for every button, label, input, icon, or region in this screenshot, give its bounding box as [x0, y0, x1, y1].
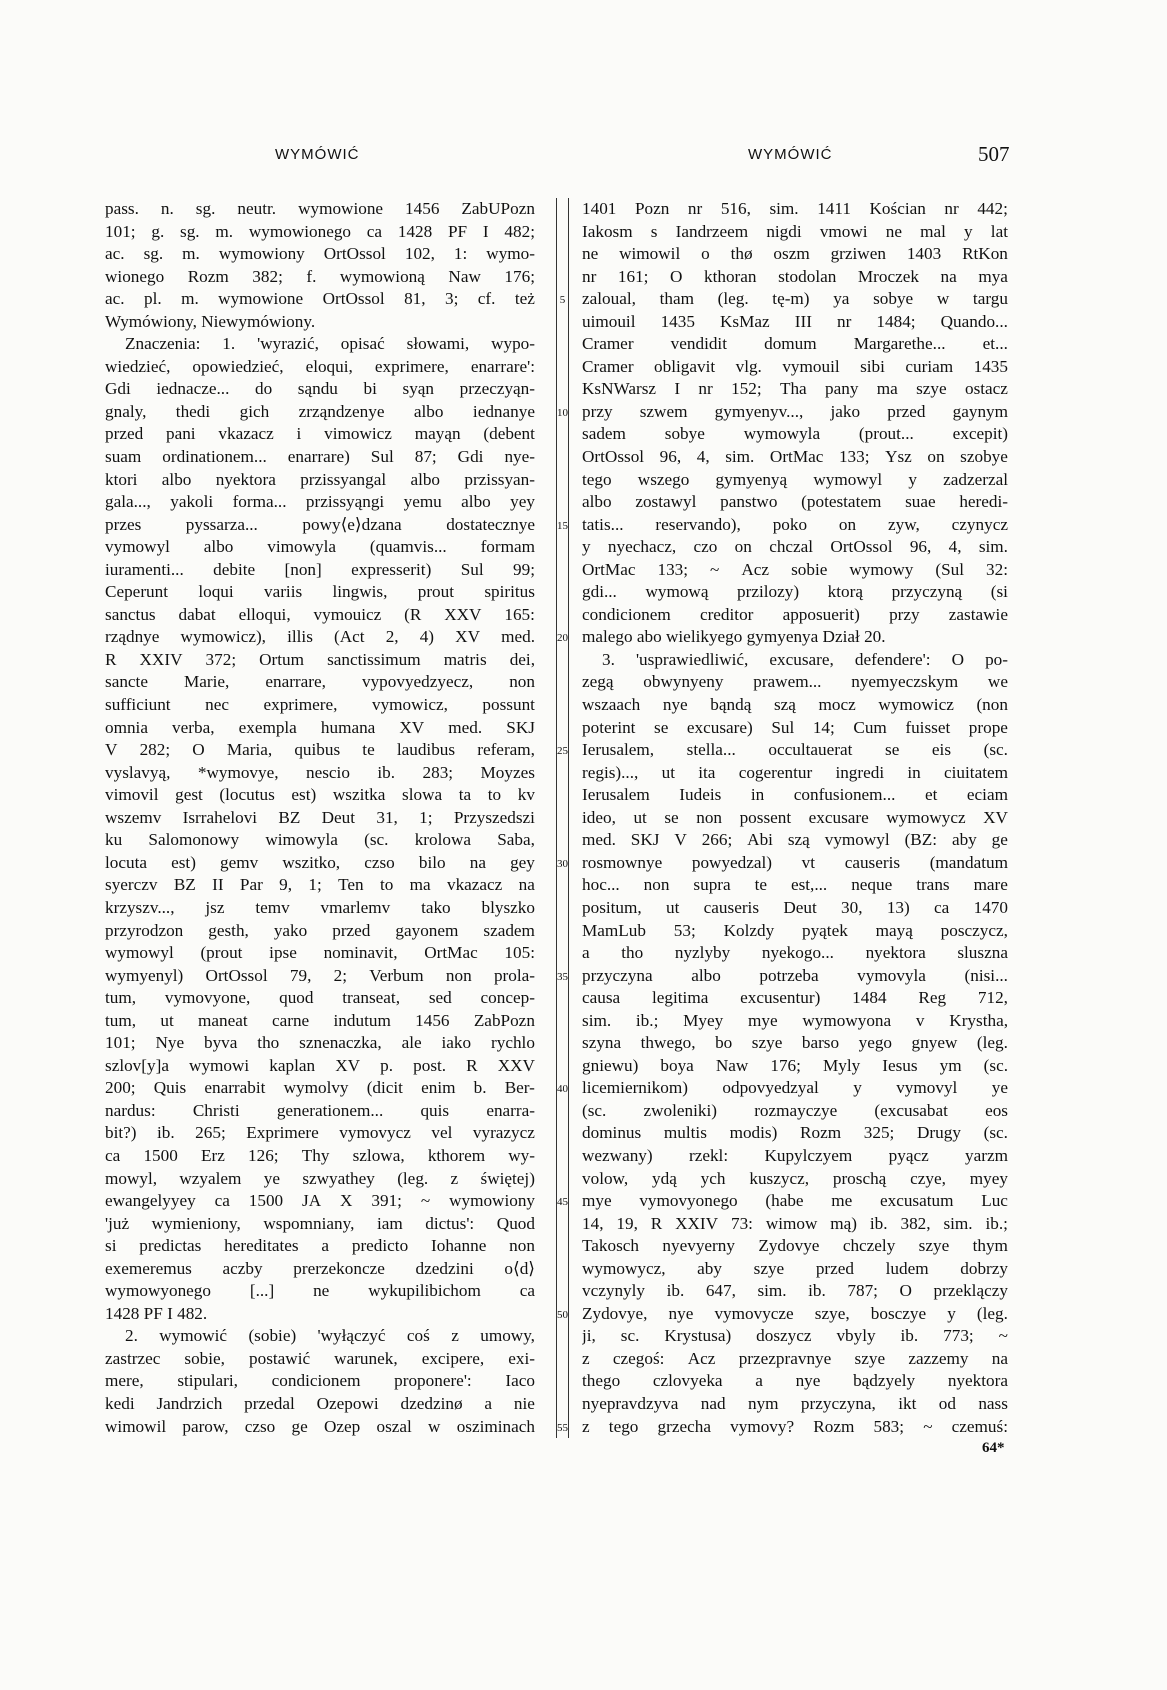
text-line: causa legitima excusentur) 1484 Reg 712,: [582, 988, 1008, 1008]
line-number: 5: [559, 294, 566, 307]
text-line: ca 1500 Erz 126; Thy szlowa, kthorem wy-: [105, 1145, 535, 1165]
text-line: condicionem creditor apposuerit) przy zastawie: [582, 604, 1008, 624]
text-line: przyczyna albo potrzeba vymovyla (nisi...: [582, 965, 1008, 985]
text-line: wszemv Isrrahelovi BZ Deut 31, 1; Przyszedszi: [105, 807, 535, 827]
text-line: wszaach nye bąndą szą mocz wymowicz (non: [582, 695, 1008, 715]
text-line: tum, vymovyone, quod transeat, sed concep-: [105, 988, 535, 1008]
line-number: 35: [557, 970, 568, 983]
text-line: 200; Quis enarrabit wymolvy (dicit enim b. Ber-: [105, 1078, 535, 1098]
text-line: ac. pl. m. wymowione OrtOssol 81, 3; cf. też: [105, 289, 535, 309]
text-line: positum, ut causeris Deut 30, 13) ca 1470: [582, 897, 1008, 917]
text-line: regis)..., ut ita cogerentur ingredi in ciuitatem: [582, 762, 1008, 782]
printer-signature: 64*: [982, 1440, 1005, 1456]
text-line: iuramenti... debite [non] expresserit) Sul 99;: [105, 559, 535, 579]
text-line: 101; Nye byva tho sznenaczka, ale iako rychlo: [105, 1033, 535, 1053]
text-line: ac. sg. m. wymowiony OrtOssol 102, 1: wymo-: [105, 244, 535, 264]
text-line: licemiernikom) odpovyedzyal y vymovyl ye: [582, 1078, 1008, 1098]
text-line: Cramer obligavit vlg. vymouil sibi curiam 1435: [582, 356, 1008, 376]
text-line: vimovil gest (locutus est) wszitka slowa ta to kv: [105, 785, 535, 805]
left-column: [105, 198, 535, 1438]
text-line: gnaly, thedi gich zrząndzenye albo iednanye: [105, 401, 535, 421]
text-line: wimowil parow, czso ge Ozep oszal w osziminach: [105, 1416, 535, 1436]
text-line: ne wimowil o thø oszm grziwen 1403 RtKon: [582, 244, 1008, 264]
text-line: mere, stipulari, condicionem proponere': Iaco: [105, 1371, 535, 1391]
text-line: krzyszv..., jsz temv vmarlemv tako blyszko: [105, 897, 535, 917]
text-line: omnia verba, exempla humana XV med. SKJ: [105, 717, 535, 737]
page-number: 507: [978, 142, 1010, 166]
running-head-left: WYMÓWIĆ: [275, 146, 360, 163]
text-line: szlov[y]a wymowi kaplan XV p. post. R XXV: [105, 1055, 535, 1075]
text-line: zegą obwynyeny prawem... nyemyeczskym we: [582, 672, 1008, 692]
line-number: 10: [557, 406, 568, 419]
text-line: szyna thwego, bo szye barso yego gnyew (leg.: [582, 1033, 1008, 1053]
text-line: sancte Marie, enarrare, vypovyedzyecz, non: [105, 672, 535, 692]
text-line: tego wszego gymyenyą wymowyl y zadzerzal: [582, 469, 1008, 489]
text-line: vczynyly ib. 647, sim. ib. 787; O przeklączy: [582, 1281, 1008, 1301]
text-line: przed pani vkazacz i vimowicz mayąn (debent: [105, 424, 535, 444]
text-line: wymyenyl) OrtOssol 79, 2; Verbum non prola-: [105, 965, 535, 985]
text-line: Ierusalem, stella... occultauerat se eis (sc.: [582, 740, 1008, 760]
text-line: V 282; O Maria, quibus te laudibus referam,: [105, 740, 535, 760]
text-line: suam ordinationem... enarrare) Sul 87; Gdi nye-: [105, 447, 535, 467]
text-line: mye vymovyonego (habe me excusatum Luc: [582, 1191, 1008, 1211]
text-line: vymowyl albo vimowyla (quamvis... formam: [105, 537, 535, 557]
text-line: 3. 'usprawiedliwić, excusare, defendere': O po-: [602, 649, 1008, 669]
text-line: locuta est) gemv wszitko, czso bilo na gey: [105, 852, 535, 872]
text-line: 1428 PF I 482.: [105, 1303, 208, 1323]
text-line: ku Salomonowy wimowyla (sc. krolowa Saba,: [105, 830, 535, 850]
text-line: sadem sobye wymowyla (prout... excepit): [582, 424, 1008, 444]
text-line: R XXIV 372; Ortum sanctissimum matris dei,: [105, 649, 535, 669]
text-line: 101; g. sg. m. wymowionego ca 1428 PF I 482;: [105, 221, 535, 241]
text-line: przes pyssarza... powy⟨e⟩dzana dostatecznye: [105, 514, 535, 534]
text-line: nyepravdzyva nad nym przyczyna, ikt od nass: [582, 1393, 1008, 1413]
text-line: ewangelyyey ca 1500 JA X 391; ~ wymowiony: [105, 1191, 535, 1211]
text-line: syerczv BZ II Par 9, 1; Ten to ma vkazacz na: [105, 875, 535, 895]
text-line: uimouil 1435 KsMaz III nr 1484; Quando...: [582, 311, 1008, 331]
text-line: kedi Jandrzich przedal Ozepowi dzedzinø a nie: [105, 1393, 535, 1413]
text-line: ktori albo nyektora przissyangal albo przissyan-: [105, 469, 535, 489]
text-line: rosmownye powyedzal) vt causeris (mandatum: [582, 852, 1008, 872]
text-line: a tho nyzlyby nyekogo... nyektora sluszna: [582, 943, 1008, 963]
text-line: OrtOssol 96, 4, sim. OrtMac 133; Ysz on szobye: [582, 447, 1008, 467]
text-line: vyslavyą, *wymovye, nescio ib. 283; Moyzes: [105, 762, 535, 782]
text-line: tum, ut maneat carne indutum 1456 ZabPozn: [105, 1010, 535, 1030]
text-line: sufficiunt nec exprimere, vymowicz, possunt: [105, 695, 535, 715]
text-line: 14, 19, R XXIV 73: wimow mą) ib. 382, sim. ib.;: [582, 1213, 1008, 1233]
text-line: bit?) ib. 265; Exprimere vymovycz vel vyrazycz: [105, 1123, 535, 1143]
text-line: Ceperunt loqui variis lingwis, prout spiritus: [105, 582, 535, 602]
text-line: 'już wymieniony, wspomniany, iam dictus': Quod: [105, 1213, 535, 1233]
text-line: wezwany) rzekl: Kupylczyem pyącz yarzm: [582, 1145, 1008, 1165]
line-number: 30: [557, 857, 568, 870]
text-line: Iakosm s Iandrzeem nigdi vmowi ne mal y lat: [582, 221, 1008, 241]
text-line: Znaczenia: 1. 'wyrazić, opisać słowami, wypo-: [125, 334, 535, 354]
text-line: Gdi iednacze... do sąndu bi syąn przeczyąn-: [105, 379, 535, 399]
line-number: 20: [557, 632, 568, 645]
line-number: 45: [557, 1196, 568, 1209]
text-line: poterint se excusare) Sul 14; Cum fuisset prope: [582, 717, 1008, 737]
text-line: Takosch nyevyerny Zydovye chczely szye thym: [582, 1236, 1008, 1256]
text-line: y nyechacz, czo on chczal OrtOssol 96, 4, sim.: [582, 537, 1008, 557]
text-line: mowyl, wzyalem ye szwyathey (leg. z świętej): [105, 1168, 535, 1188]
text-line: wionego Rozm 382; f. wymowioną Naw 176;: [105, 266, 535, 286]
text-line: KsNWarsz I nr 152; Tha pany ma szye ostacz: [582, 379, 1008, 399]
text-line: exemeremus aczby prerzekoncze dzedzini o⟨d⟩: [105, 1258, 535, 1278]
text-line: OrtMac 133; ~ Acz sobie wymowy (Sul 32:: [582, 559, 1008, 579]
text-line: pass. n. sg. neutr. wymowione 1456 ZabUPozn: [105, 199, 535, 218]
line-number: 25: [557, 745, 568, 758]
text-line: dominus multis modis) Rozm 325; Drugy (sc.: [582, 1123, 1008, 1143]
text-line: zaloual, tham (leg. tę-m) ya sobye w targu: [582, 289, 1008, 309]
text-line: sim. ib.; Myey mye wymowyona v Krystha,: [582, 1010, 1008, 1030]
text-line: albo zostawyl panstwo (potestatem suae heredi-: [582, 492, 1008, 512]
text-line: z tego grzecha vymovy? Rozm 583; ~ czemuś:: [582, 1416, 1008, 1436]
text-line: med. SKJ V 266; Abi szą vymowyl (BZ: aby ge: [582, 830, 1008, 850]
text-line: nardus: Christi generationem... quis enarra-: [105, 1100, 535, 1120]
text-line: gniewu) boya Naw 176; Myly Iesus ym (sc.: [582, 1055, 1008, 1075]
line-number: 40: [557, 1083, 568, 1096]
text-line: volow, ydą ych kuszycz, proschą czye, myey: [582, 1168, 1008, 1188]
text-line: malego abo wielikyego gymyenya Dział 20.: [582, 627, 886, 647]
text-line: gala..., yakoli forma... przissyąngi yemu albo yey: [105, 492, 535, 512]
text-line: 1401 Pozn nr 516, sim. 1411 Kościan nr 442;: [582, 199, 1008, 218]
column-rule-right: [568, 198, 569, 1438]
text-line: 2. wymowić (sobie) 'wyłączyć coś z umowy,: [125, 1326, 535, 1346]
text-line: Zydovye, nye vymovycze szye, bosczye y (leg.: [582, 1303, 1008, 1323]
text-line: wymowyl (prout ipse nominavit, OrtMac 105:: [105, 943, 535, 963]
text-line: si predictas hereditates a predicto Iohanne non: [105, 1236, 535, 1256]
line-number: 50: [557, 1308, 568, 1321]
text-line: tatis... reservando), poko on zyw, czynycz: [582, 514, 1008, 534]
text-line: thego czlovyeka a nye bądzyely nyektora: [582, 1371, 1008, 1391]
text-line: MamLub 53; Kolzdy pyątek mayą posczycz,: [582, 920, 1008, 940]
right-column: [582, 198, 1008, 1438]
text-line: (sc. zwoleniki) rozmayczye (excusabat eos: [582, 1100, 1008, 1120]
text-line: ideo, ut se non possent excusare wymowycz XV: [582, 807, 1008, 827]
text-line: Wymówiony, Niewymówiony.: [105, 311, 316, 331]
text-line: zastrzec sobie, postawić warunek, excipere, exi-: [105, 1348, 535, 1368]
line-number: 55: [557, 1421, 568, 1434]
text-line: przy szwem gymyenyv..., jako przed gaynym: [582, 401, 1008, 421]
text-line: hoc... non supra te est,... neque trans mare: [582, 875, 1008, 895]
text-line: rządnye wymowicz), illis (Act 2, 4) XV med.: [105, 627, 535, 647]
text-line: przyrodzon gesth, yako przed gayonem szadem: [105, 920, 535, 940]
text-line: wymowycz, aby szye przed ludem dobrzy: [582, 1258, 1008, 1278]
text-line: z czegoś: Acz przezpravnye szye zazzemy na: [582, 1348, 1008, 1368]
text-line: ji, sc. Krystusa) doszycz vbyly ib. 773; ~: [582, 1326, 1008, 1346]
text-line: gdi... wymową przilozy) ktorą przyczyną (si: [582, 582, 1008, 602]
column-rule-left: [556, 198, 557, 1438]
line-number: 15: [557, 519, 568, 532]
running-head-right: WYMÓWIĆ: [748, 146, 833, 163]
text-line: nr 161; O kthoran stodolan Mroczek na mya: [582, 266, 1008, 286]
text-line: Ierusalem Iudeis in confusionem... et eciam: [582, 785, 1008, 805]
text-line: wymowyonego [...] ne wykupilibichom ca: [105, 1281, 535, 1301]
text-line: wiedzieć, opowiedzieć, eloqui, exprimere, enarrare':: [105, 356, 535, 376]
text-line: Cramer vendidit domum Margarethe... et...: [582, 334, 1008, 354]
text-line: sanctus dabat elloqui, vymouicz (R XXV 165:: [105, 604, 535, 624]
